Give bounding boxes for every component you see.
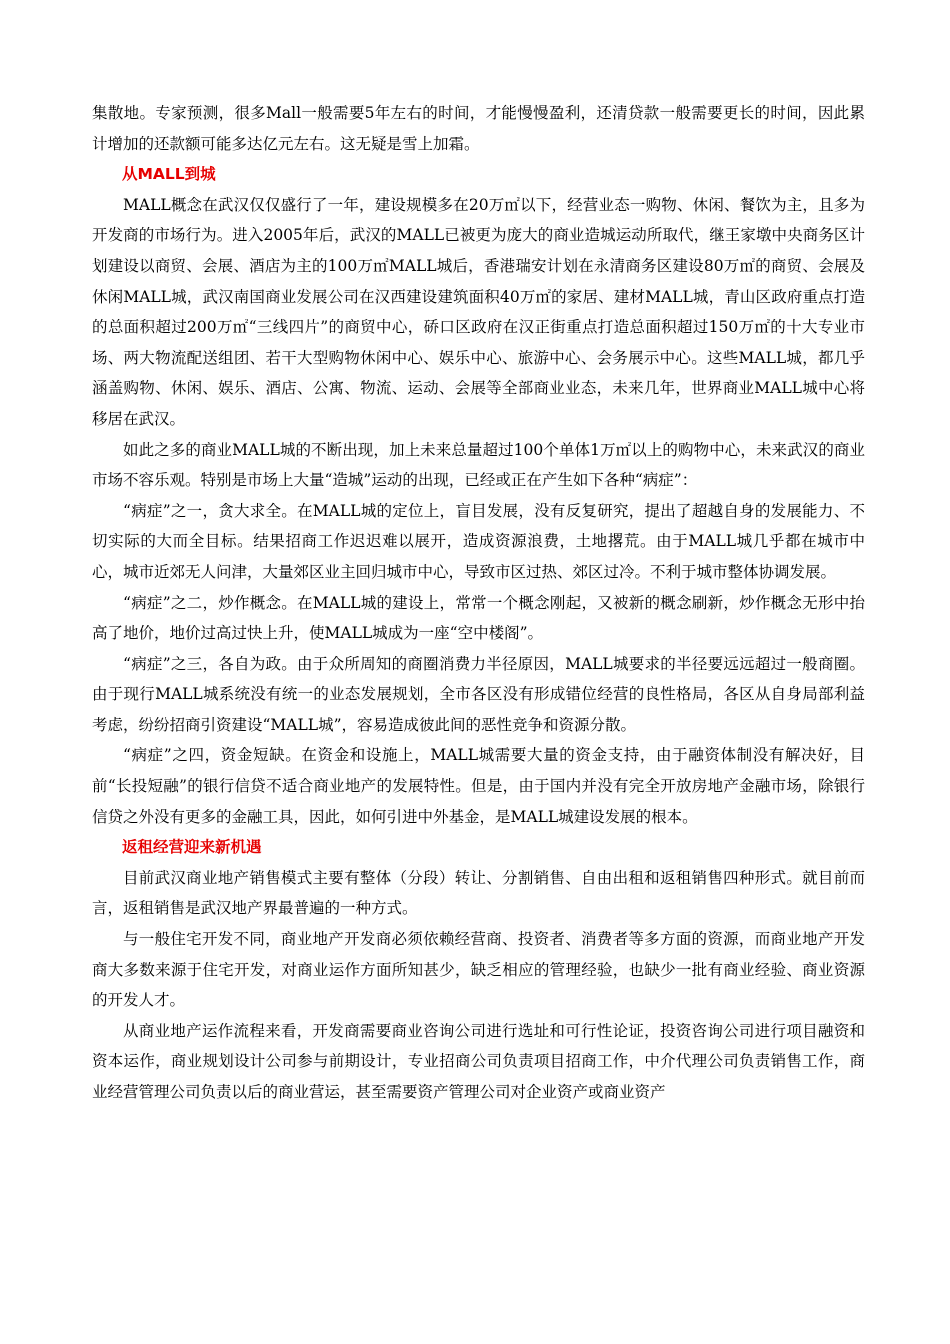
section-heading-mall-to-city: 从MALL到城 bbox=[122, 165, 216, 184]
paragraph: “病症”之一，贪大求全。在MALL城的定位上，盲目发展，没有反复研究，提出了超越自身的发展能力、不切实际的大而全目标。结果招商工作迟迟难以展开，造成资源浪费，土地撂荒。由于MALL城几乎都在城市中心，城市近郊无人问津，大量郊区业主回归城市中心，导致市区过热、郊区过冷。不利于城市整体协调发展。 bbox=[92, 501, 865, 581]
paragraph: “病症”之二，炒作概念。在MALL城的建设上，常常一个概念刚起，又被新的概念刷新，炒作概念无形中抬高了地价，地价过高过快上升，使MALL城成为一座“空中楼阁”。 bbox=[92, 593, 865, 643]
paragraph: 如此之多的商业MALL城的不断出现，加上未来总量超过100个单体1万㎡以上的购物中心，未来武汉的商业市场不容乐观。特别是市场上大量“造城”运动的出现，已经或正在产生如下各种“病症”： bbox=[92, 440, 865, 490]
paragraph: MALL概念在武汉仅仅盛行了一年，建设规模多在20万㎡以下，经营业态一购物、休闲、餐饮为主，且多为开发商的市场行为。进入2005年后，武汉的MALL已被更为庞大的商业造城运动所取代，继王家墩中央商务区计划建设以商贸、会展、酒店为主的100万㎡MALL城后，香港瑞安计划在永清商务区建设80万㎡的商贸、会展及休闲MALL城，武汉南国商业发展公司在汉西建设建筑面积40万㎡的家居、建材MALL城，青山区政府重点打造的总面积超过200万㎡“三线四片”的商贸中心，硚口区政府在汉正街重点打造总面积超过150万㎡的十大专业市场、两大物流配送组团、若干大型购物休闲中心、娱乐中心、旅游中心、会务展示中心。这些MALL城，都几乎涵盖购物、休闲、娱乐、酒店、公寓、物流、运动、会展等全部商业业态，未来几年，世界商业MALL城中心将移居在武汉。 bbox=[92, 195, 865, 428]
paragraph: “病症”之三，各自为政。由于众所周知的商圈消费力半径原因，MALL城要求的半径要远远超过一般商圈。由于现行MALL城系统没有统一的业态发展规划，全市各区没有形成错位经营的良性格局，各区从自身局部利益考虑，纷纷招商引资建设“MALL城”，容易造成彼此间的恶性竞争和资源分散。 bbox=[92, 654, 865, 734]
paragraph: 从商业地产运作流程来看，开发商需要商业咨询公司进行选址和可行性论证，投资咨询公司进行项目融资和资本运作，商业规划设计公司参与前期设计，专业招商公司负责项目招商工作，中介代理公司负责销售工作，商业经营管理公司负责以后的商业营运，甚至需要资产管理公司对企业资产或商业资产 bbox=[92, 1021, 865, 1101]
paragraph: 目前武汉商业地产销售模式主要有整体（分段）转让、分割销售、自由出租和返租销售四种形式。就目前而言，返租销售是武汉地产界最普遍的一种方式。 bbox=[92, 868, 865, 918]
paragraph: “病症”之四，资金短缺。在资金和设施上，MALL城需要大量的资金支持，由于融资体制没有解决好，目前“长投短融”的银行信贷不适合商业地产的发展特性。但是，由于国内并没有完全开放房地产金融市场，除银行信贷之外没有更多的金融工具，因此，如何引进中外基金，是MALL城建设发展的根本。 bbox=[92, 746, 865, 826]
paragraph: 与一般住宅开发不同，商业地产开发商必须依赖经营商、投资者、消费者等多方面的资源，而商业地产开发商大多数来源于住宅开发，对商业运作方面所知甚少，缺乏相应的管理经验，也缺少一批有商业经验、商业资源的开发人才。 bbox=[92, 930, 865, 1010]
document-page bbox=[92, 98, 865, 1108]
section-heading-leaseback: 返租经营迎来新机遇 bbox=[122, 838, 262, 857]
paragraph-intro: 集散地。专家预测，很多Mall一般需要5年左右的时间，才能慢慢盈利，还清贷款一般需要更长的时间，因此累计增加的还款额可能多达亿元左右。这无疑是雪上加霜。 bbox=[92, 104, 865, 153]
